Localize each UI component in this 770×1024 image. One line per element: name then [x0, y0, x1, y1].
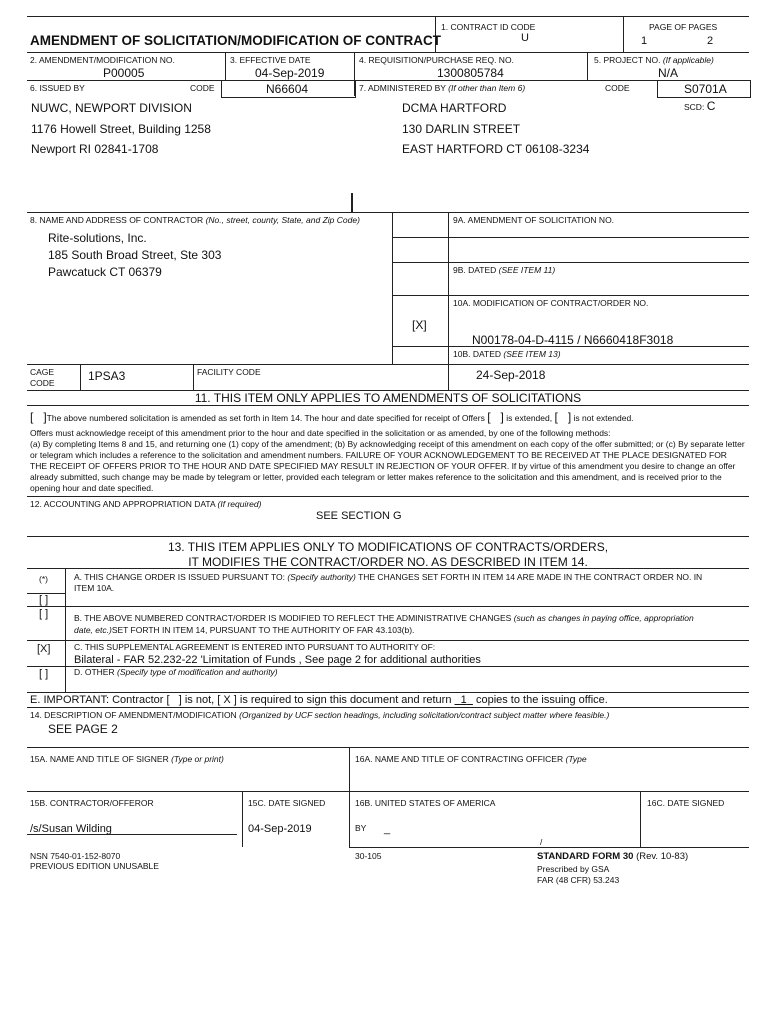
item-15b-label: 15B. CONTRACTOR/OFFEROR: [30, 798, 154, 808]
effective-date-value: 04-Sep-2019: [255, 66, 325, 80]
form-number-code: 30-105: [355, 851, 382, 861]
prescribed-by: Prescribed by GSA: [537, 864, 610, 874]
item-10b-date: 24-Sep-2018: [476, 368, 546, 382]
contractor-line-2: 185 South Broad Street, Ste 303: [48, 248, 222, 262]
item-12-label: 12. ACCOUNTING AND APPROPRIATION DATA (If required): [30, 499, 262, 509]
item-13c-authority: Bilateral - FAR 52.232-22 'Limitation of Funds , See page 2 for additional authorities: [74, 654, 481, 666]
item-13b-text: B. THE ABOVE NUMBERED CONTRACT/ORDER IS MODIFIED TO REFLECT THE ADMINISTRATIVE CHANGES (such as changes in paying office, appropriation: [74, 613, 694, 623]
item-12-value: SEE SECTION G: [316, 510, 402, 522]
item-16b-label: 16B. UNITED STATES OF AMERICA: [355, 798, 496, 808]
pages-total: 2: [707, 35, 714, 47]
signer-name: /s/Susan Wilding: [30, 823, 112, 835]
effective-date-label: 3. EFFECTIVE DATE: [230, 55, 311, 65]
page-number: 1: [641, 35, 648, 47]
item-16a-label: 16A. NAME AND TITLE OF CONTRACTING OFFICER (Type: [355, 754, 587, 764]
order-number: N00178-04-D-4115 / N6660418F3018: [472, 333, 674, 347]
item-13b-mark: [ ]: [39, 608, 49, 620]
item-13a-text-2: ITEM 10A.: [74, 583, 115, 593]
item-13a2-mark: [ ]: [39, 594, 49, 606]
issuer-code-value: N66604: [266, 82, 309, 96]
contract-id-value: U: [521, 32, 529, 44]
contractor-line-3: Pawcatuck CT 06379: [48, 265, 162, 279]
item-10a-mark: [X]: [412, 318, 427, 332]
previous-edition: PREVIOUS EDITION UNUSABLE: [30, 861, 159, 871]
item-13-title-1: 13. THIS ITEM APPLIES ONLY TO MODIFICATIONS OF CONTRACTS/ORDERS,: [167, 540, 609, 554]
by-label: BY: [355, 823, 367, 833]
page-of-pages-label: PAGE OF PAGES: [649, 22, 718, 32]
issuer-line-2: 1176 Howell Street, Building 1258: [31, 122, 211, 136]
item-14-value: SEE PAGE 2: [48, 722, 118, 736]
item-9b-label: 9B. DATED (SEE ITEM 11): [453, 265, 556, 275]
admin-line-1: DCMA HARTFORD: [402, 101, 507, 115]
issuer-line-1: NUWC, NEWPORT DIVISION: [31, 101, 192, 115]
requisition-label: 4. REQUISITION/PURCHASE REQ. NO.: [359, 55, 514, 65]
item-16c-label: 16C. DATE SIGNED: [647, 798, 725, 808]
issued-by-label: 6. ISSUED BY: [30, 83, 85, 93]
item-11-title: 11. THIS ITEM ONLY APPLIES TO AMENDMENTS OF SOLICITATIONS: [194, 391, 582, 405]
slash-mark: /: [540, 837, 543, 847]
item-e-important: E. IMPORTANT: Contractor [ ] is not, [ X ] is required to sign this document and return 1 copies to the issuing office.: [30, 694, 608, 706]
item-9a-label: 9A. AMENDMENT OF SOLICITATION NO.: [453, 215, 615, 225]
nsn-number: NSN 7540-01-152-8070: [30, 851, 121, 861]
admin-line-2: 130 DARLIN STREET: [402, 122, 521, 136]
cage-label-2: CODE: [30, 378, 55, 388]
administered-by-label: 7. ADMINISTERED BY (If other than Item 6): [359, 83, 526, 93]
facility-code-label: FACILITY CODE: [197, 367, 261, 377]
cage-code-value: 1PSA3: [88, 369, 126, 383]
admin-line-3: EAST HARTFORD CT 06108-3234: [402, 142, 590, 156]
amend-mod-value: P00005: [103, 66, 145, 80]
item-15a-label: 15A. NAME AND TITLE OF SIGNER (Type or print): [30, 754, 224, 764]
item-13c-mark: [X]: [37, 643, 51, 655]
scd-label: SCD: C: [684, 99, 716, 113]
issuer-line-3: Newport RI 02841-1708: [31, 142, 159, 156]
standard-form-label: STANDARD FORM 30 (Rev. 10-83): [537, 851, 689, 862]
item-10a-label: 10A. MODIFICATION OF CONTRACT/ORDER NO.: [453, 298, 649, 308]
admin-code-label: CODE: [605, 83, 630, 93]
item-13a-text: A. THIS CHANGE ORDER IS ISSUED PURSUANT TO: (Specify authority) THE CHANGES SET FORTH IN ITEM 14 ARE MADE IN THE CONTRACT ORDER NO. IN: [74, 572, 703, 582]
item-11-para-2: (a) By completing Items 8 and 15, and returning one (1) copy of the amendment; (b) By acknowledging receipt of this amendment on each copy of the offer submitted; or (c) By separate letter or telegram which includes a reference to the solicitation and amendment numbers. FAILURE OF YOUR ACKNOWLEDGEMENT TO BE RECEIVED AT THE PLACE DESIGNATED FOR THE RECEIPT OF OFFERS PRIOR TO THE HOUR AND DATE SPECIFIED MAY RESULT IN REJECTION OF YOUR OFFER. If by virtue of this amendment you desire to change an offer already submitted, such change may be made by telegram or letter, provided each telegram or letter makes reference to the solicitation and this amendment, and is received prior to the opening hour and date specified.: [30, 439, 745, 493]
admin-code-value: S0701A: [684, 82, 727, 96]
item-13a-mark: (*): [39, 574, 48, 584]
signature-line-mark: _: [384, 823, 391, 835]
item-13b-text-2: date, etc.)SET FORTH IN ITEM 14, PURSUANT TO THE AUTHORITY OF FAR 43.103(b).: [74, 625, 415, 635]
item-15c-label: 15C. DATE SIGNED: [248, 798, 326, 808]
item-13-title-2: IT MODIFIES THE CONTRACT/ORDER NO. AS DESCRIBED IN ITEM 14.: [188, 555, 588, 569]
item-13c-text: C. THIS SUPPLEMENTAL AGREEMENT IS ENTERED INTO PURSUANT TO AUTHORITY OF:: [74, 642, 436, 652]
contractor-date-signed: 04-Sep-2019: [248, 823, 312, 835]
project-value: N/A: [658, 66, 679, 80]
contractor-label: 8. NAME AND ADDRESS OF CONTRACTOR (No., street, county, State, and Zip Code): [30, 215, 360, 225]
requisition-value: 1300805784: [437, 66, 504, 80]
cage-label: CAGE: [30, 367, 55, 377]
item-13d-text: D. OTHER (Specify type of modification and authority): [74, 667, 278, 677]
amend-mod-label: 2. AMENDMENT/MODIFICATION NO.: [30, 55, 175, 65]
item-11-para: Offers must acknowledge receipt of this amendment prior to the hour and date specified in the solicitation or as amended, by one of the following methods:: [30, 428, 611, 438]
far-reference: FAR (48 CFR) 53.243: [537, 875, 620, 885]
contract-id-label: 1. CONTRACT ID CODE: [441, 22, 536, 32]
item-13d-mark: [ ]: [39, 668, 49, 680]
item-14-label: 14. DESCRIPTION OF AMENDMENT/MODIFICATION (Organized by UCF section headings, including solicitation/contract subject matter where feasible.): [30, 710, 610, 720]
contractor-line-1: Rite-solutions, Inc.: [48, 231, 147, 245]
project-label: 5. PROJECT NO. (If applicable): [594, 55, 714, 65]
code-label: CODE: [190, 83, 215, 93]
item-11-line: [ ]The above numbered solicitation is amended as set forth in Item 14. The hour and date specified for receipt of Offers [ ] is extended, [ ] is not extended.: [30, 410, 634, 424]
form-title: AMENDMENT OF SOLICITATION/MODIFICATION OF CONTRACT: [30, 33, 441, 48]
item-10b-label: 10B. DATED (SEE ITEM 13): [453, 349, 561, 359]
